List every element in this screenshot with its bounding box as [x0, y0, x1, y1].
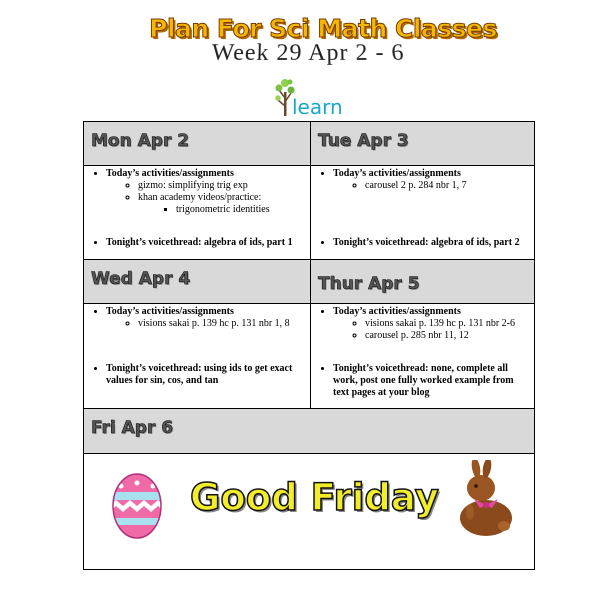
- list-item: ◦ carousel p. 285 nbr 11, 12: [365, 330, 534, 342]
- page-title: Plan For Sci Math Classes: [149, 14, 497, 43]
- mon-activities-label: • Today’s activities/assignments ◦ gizmo: simplifying trig exp ◦ khan academy videos/practice: ▪ trigonometric identities: [106, 168, 310, 216]
- list-item: ◦ khan academy videos/practice: ▪ trigonometric identities: [138, 192, 310, 216]
- fri-title: Fri Apr 6: [91, 418, 174, 438]
- mon-header: [84, 122, 311, 166]
- thu-activities-label: • Today’s activities/assignments ◦ visions sakai p. 139 hc p. 131 nbr 2-6 ◦ carousel p. 285 nbr 11, 12: [333, 306, 534, 342]
- wed-header: [84, 260, 311, 304]
- tue-header: [311, 122, 535, 166]
- list-item: ◦ carousel 2 p. 284 nbr 1, 7: [365, 180, 534, 192]
- tue-voicethread: • Tonight’s voicethread: algebra of ids, part 2: [333, 237, 534, 249]
- learn-logo: [275, 78, 349, 120]
- chocolate-bunny-icon: [456, 460, 516, 540]
- week-subtitle: Week 29 Apr 2 - 6: [210, 40, 406, 66]
- mon-voicethread: • Tonight’s voicethread: algebra of ids, part 1: [106, 237, 310, 249]
- thu-cell: [311, 304, 535, 409]
- tue-cell: [311, 166, 535, 260]
- wed-cell: [84, 304, 311, 409]
- wed-voicethread: • Tonight’s voicethread: using ids to get exact values for sin, cos, and tan: [106, 363, 302, 387]
- list-item: ◦ visions sakai p. 139 hc p. 131 nbr 2-6: [365, 318, 534, 330]
- list-item: ◦ gizmo: simplifying trig exp: [138, 180, 310, 192]
- list-item: ▪ trigonometric identities: [176, 204, 310, 216]
- wed-activities-label: • Today’s activities/assignments ◦ visions sakai p. 139 hc p. 131 nbr 1, 8: [106, 306, 310, 330]
- wed-title: Wed Apr 4: [91, 269, 191, 289]
- thu-title: Thur Apr 5: [318, 274, 420, 294]
- easter-egg-icon: [109, 468, 165, 540]
- good-friday-banner: Good Friday: [190, 476, 439, 519]
- mon-cell: [84, 166, 311, 260]
- fri-header: [84, 409, 535, 454]
- fri-cell: [84, 454, 535, 570]
- logo-text: learn: [292, 95, 343, 119]
- tue-activities-label: • Today’s activities/assignments ◦ carousel 2 p. 284 nbr 1, 7: [333, 168, 534, 192]
- thu-header: [311, 260, 535, 304]
- tue-title: Tue Apr 3: [318, 131, 409, 151]
- thu-voicethread: • Tonight’s voicethread: none, complete all work, post one fully worked example from text pages at your blog: [333, 363, 526, 399]
- list-item: ◦ visions sakai p. 139 hc p. 131 nbr 1, 8: [138, 318, 310, 330]
- mon-title: Mon Apr 2: [91, 131, 190, 151]
- weekly-plan-table: [83, 121, 535, 570]
